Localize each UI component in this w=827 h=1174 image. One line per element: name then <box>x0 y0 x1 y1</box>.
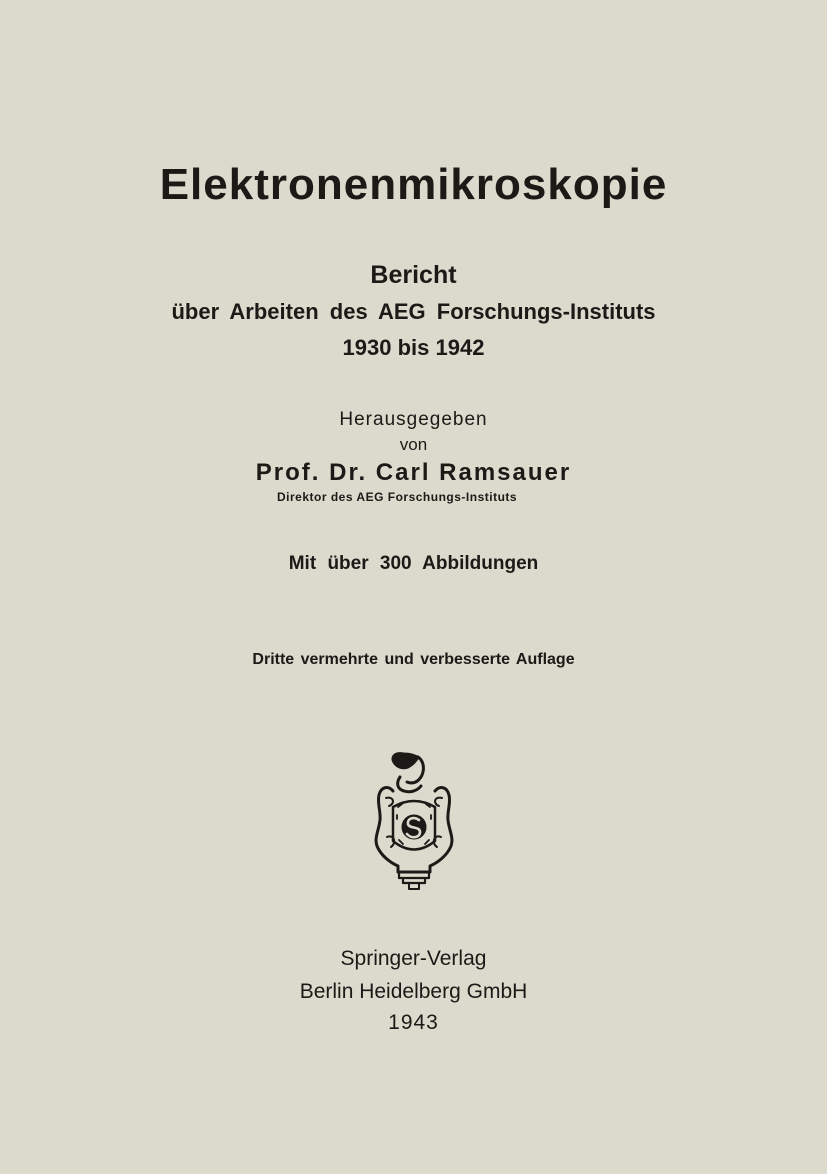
book-title: Elektronenmikroskopie <box>159 160 668 209</box>
editor-position: Direktor des AEG Forschungs-Instituts <box>277 490 518 504</box>
report-years: 1930 bis 1942 <box>342 335 485 360</box>
report-subtitle: über Arbeiten des AEG Forschungs-Instituts <box>171 299 656 324</box>
edition-note: Dritte vermehrte und verbesserte Auflage <box>252 651 575 668</box>
editor-by: von <box>399 435 428 454</box>
springer-knight-emblem-icon <box>369 746 459 892</box>
editor-name: Prof. Dr. Carl Ramsauer <box>255 459 572 486</box>
publication-year: 1943 <box>388 1011 439 1034</box>
publisher-city: Berlin Heidelberg GmbH <box>299 980 528 1003</box>
publisher-name: Springer-Verlag <box>340 947 487 970</box>
figures-note: Mit über 300 Abbildungen <box>288 553 539 574</box>
editor-label: Herausgegeben <box>339 409 488 430</box>
report-heading: Bericht <box>370 261 457 289</box>
